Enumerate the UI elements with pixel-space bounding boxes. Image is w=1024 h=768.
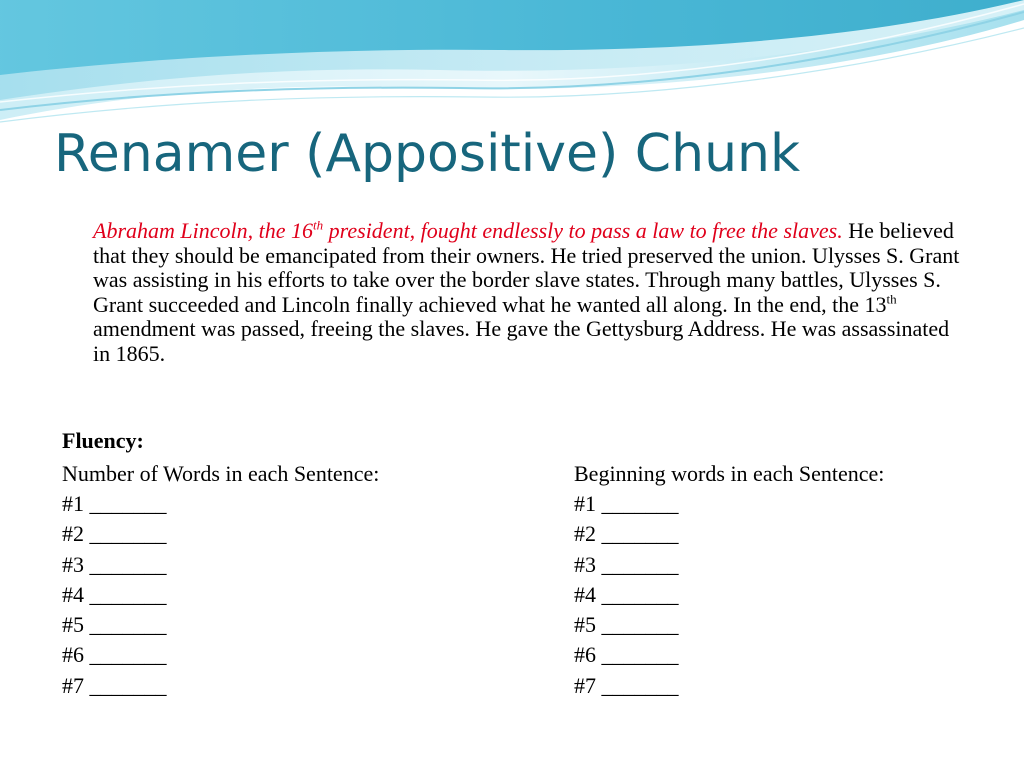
word-count-blank-5: #5 _______ <box>62 612 167 638</box>
beginning-words-heading: Beginning words in each Sentence: <box>574 461 885 486</box>
beginning-words-blank-4: #4 _______ <box>574 581 679 607</box>
appositive-text-2: president, fought endlessly to pass a law to free the slaves. <box>323 218 843 243</box>
beginning-words-blank-2: #2 _______ <box>574 521 679 547</box>
beginning-words-blank-6: #6 _______ <box>574 642 679 668</box>
word-count-column <box>62 459 379 701</box>
word-count-blank-1: #1 _______ <box>62 491 167 516</box>
header-wave-decoration <box>0 0 1024 130</box>
passage-text-2: amendment was passed, freeing the slaves. He gave the Gettysburg Address. He was assassinated in 1865. <box>93 316 950 366</box>
beginning-words-blank-1: #1 _______ <box>574 491 679 516</box>
ordinal-suffix: th <box>886 291 897 307</box>
passage-text-1: He believed that they should be emancipated from their owners. He tried preserved the union. Ulysses S. Grant was assisting in his efforts to take over the border slave states. Through many battles, Ulysses S. Grant succeeded and Lincoln finally achieved what he wanted all along. In the end, the 13 <box>93 218 960 317</box>
ordinal-suffix: th <box>313 217 324 233</box>
passage-paragraph <box>93 219 963 367</box>
word-count-blank-2: #2 _______ <box>62 521 167 547</box>
beginning-words-blank-5: #5 _______ <box>574 612 679 638</box>
word-count-blank-4: #4 _______ <box>62 581 167 607</box>
beginning-words-blank-7: #7 _______ <box>574 672 679 698</box>
word-count-blank-7: #7 _______ <box>62 672 167 698</box>
appositive-sentence <box>93 218 843 243</box>
beginning-words-blank-3: #3 _______ <box>574 551 679 577</box>
appositive-text-1: Abraham Lincoln, the 16 <box>93 218 313 243</box>
word-count-blank-3: #3 _______ <box>62 551 167 577</box>
word-count-blank-6: #6 _______ <box>62 642 167 668</box>
beginning-words-column <box>574 459 884 701</box>
slide-title: Renamer (Appositive) Chunk <box>54 124 801 184</box>
fluency-heading: Fluency: <box>62 428 144 453</box>
word-count-heading: Number of Words in each Sentence: <box>62 461 380 486</box>
